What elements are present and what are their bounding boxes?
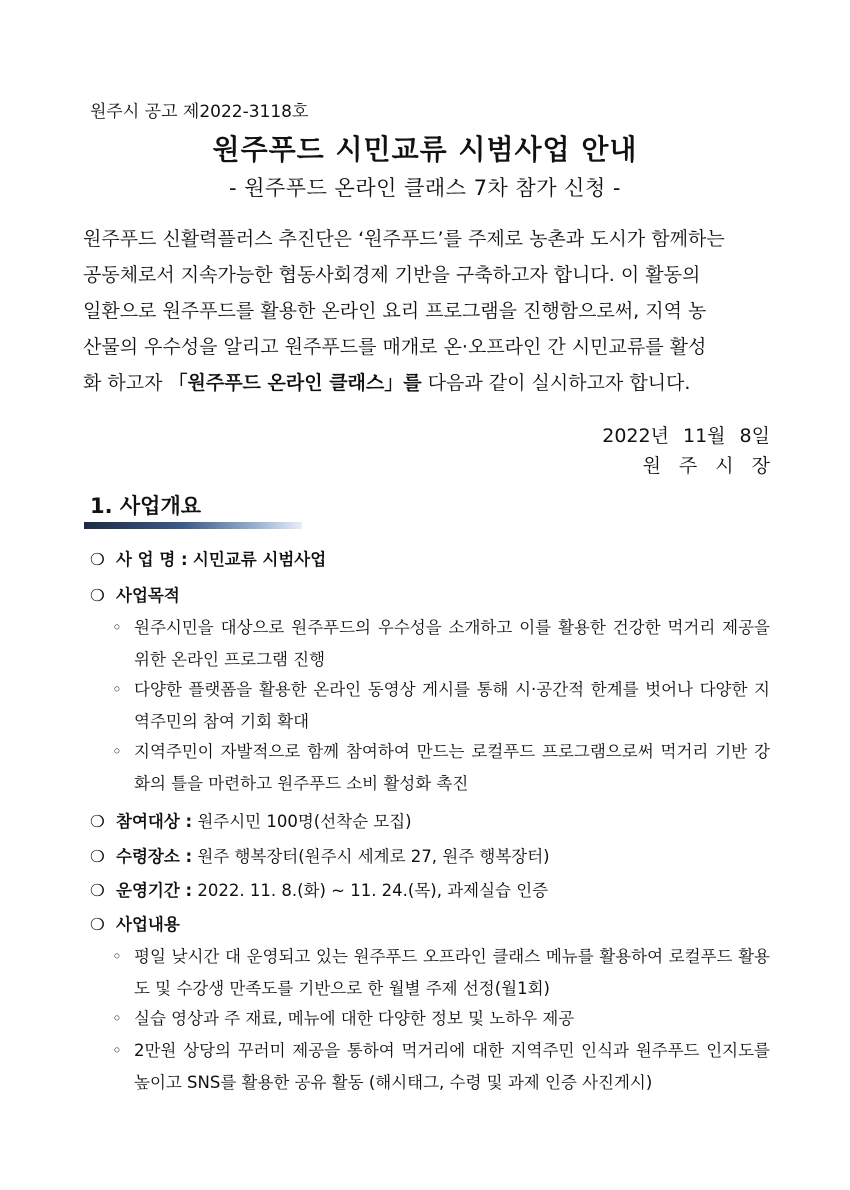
- intro-text: 다음과 같이 실시하고자 합니다.: [421, 372, 691, 394]
- list-item: [112, 1003, 770, 1035]
- list-item-text: 실습 영상과 주 재료, 메뉴에 대한 다양한 정보 및 노하우 제공: [134, 1009, 575, 1028]
- item-label: 사 업 명 :: [116, 550, 188, 569]
- sub-bullet-icon: ◦: [112, 742, 122, 761]
- bullet-icon: ❍: [90, 881, 105, 900]
- intro-line: 일환으로 원주푸드를 활용한 온라인 요리 프로그램을 진행함으로써, 지역 농: [83, 300, 707, 322]
- list-item-text: 평일 낮시간 대 운영되고 있는 원주푸드 오프라인 클래스 메뉴를 활용하여 로컬푸드 활용도 및 수강생 만족도를 기반으로 한 월별 주제 선정(월1회): [134, 947, 770, 998]
- list-item: [112, 674, 770, 738]
- list-item-text: 다양한 플랫폼을 활용한 온라인 동영상 게시를 통해 시·공간적 한계를 벗어나 다양한 지역주민의 참여 기회 확대: [134, 680, 770, 731]
- list-item: [112, 941, 770, 1005]
- sub-bullet-icon: ◦: [112, 618, 122, 637]
- intro-line: 원주푸드 신활력플러스 추진단은 ‘원주푸드’를 주제로 농촌과 도시가 함께하는: [83, 228, 725, 250]
- notice-number: 원주시 공고 제2022-3118호: [90, 102, 309, 122]
- sub-bullet-icon: ◦: [112, 1041, 122, 1060]
- list-item-text: 지역주민이 자발적으로 함께 참여하여 만드는 로컬푸드 프로그램으로써 먹거리 기반 강화의 틀을 마련하고 원주푸드 소비 활성화 촉진: [134, 742, 770, 793]
- item-value: 원주시민 100명(선착순 모집): [197, 812, 412, 831]
- business-name-item: [90, 546, 326, 570]
- bullet-icon: ❍: [90, 847, 105, 866]
- item-label: 운영기간 :: [116, 881, 193, 900]
- item-value: 2022. 11. 8.(화) ~ 11. 24.(목), 과제실습 인증: [197, 881, 549, 900]
- section-underline: [84, 522, 302, 529]
- list-item-text: 2만원 상당의 꾸러미 제공을 통하여 먹거리에 대한 지역주민 인식과 원주푸드 인지도를 높이고 SNS를 활용한 공유 활동 (해시태그, 수령 및 과제 인증 사진게시): [134, 1041, 770, 1092]
- bullet-icon: ❍: [90, 812, 105, 831]
- item-label: 수령장소 :: [116, 847, 193, 866]
- list-item: [112, 1035, 770, 1099]
- bullet-icon: ❍: [90, 586, 105, 605]
- item-label: 사업내용: [116, 915, 180, 934]
- bullet-icon: ❍: [90, 915, 105, 934]
- intro-line: [83, 365, 771, 401]
- intro-line: 산물의 우수성을 알리고 원주푸드를 매개로 온·오프라인 간 시민교류를 활성: [83, 336, 707, 358]
- item-value: 시민교류 시범사업: [192, 550, 327, 569]
- intro-class-name: 「원주푸드 온라인 클래스」를: [168, 372, 422, 394]
- sub-bullet-icon: ◦: [112, 947, 122, 966]
- list-item-text: 원주시민을 대상으로 원주푸드의 우수성을 소개하고 이를 활용한 건강한 먹거리 제공을 위한 온라인 프로그램 진행: [134, 618, 770, 669]
- notice-date: 2022년 11월 8일: [602, 425, 770, 447]
- signer: 원주시장: [642, 455, 788, 477]
- target-item: [90, 808, 412, 832]
- list-item: [112, 736, 770, 800]
- item-label: 사업목적: [116, 586, 180, 605]
- intro-paragraph: [83, 221, 771, 401]
- section-heading: 1. 사업개요: [90, 494, 202, 518]
- intro-line: 공동체로서 지속가능한 협동사회경제 기반을 구축하고자 합니다. 이 활동의: [83, 264, 701, 286]
- purpose-item: [90, 582, 180, 606]
- page-subtitle: - 원주푸드 온라인 클래스 7차 참가 신청 -: [228, 176, 622, 200]
- intro-text: 화 하고자: [83, 372, 169, 394]
- bullet-icon: ❍: [90, 550, 105, 569]
- page-title: 원주푸드 시민교류 시범사업 안내: [212, 133, 638, 166]
- item-label: 참여대상 :: [116, 812, 193, 831]
- pickup-item: [90, 843, 550, 867]
- sub-bullet-icon: ◦: [112, 1009, 122, 1028]
- content-item: [90, 911, 180, 935]
- item-value: 원주 행복장터(원주시 세계로 27, 원주 행복장터): [197, 847, 550, 866]
- list-item: [112, 612, 770, 676]
- sub-bullet-icon: ◦: [112, 680, 122, 699]
- period-item: [90, 877, 548, 901]
